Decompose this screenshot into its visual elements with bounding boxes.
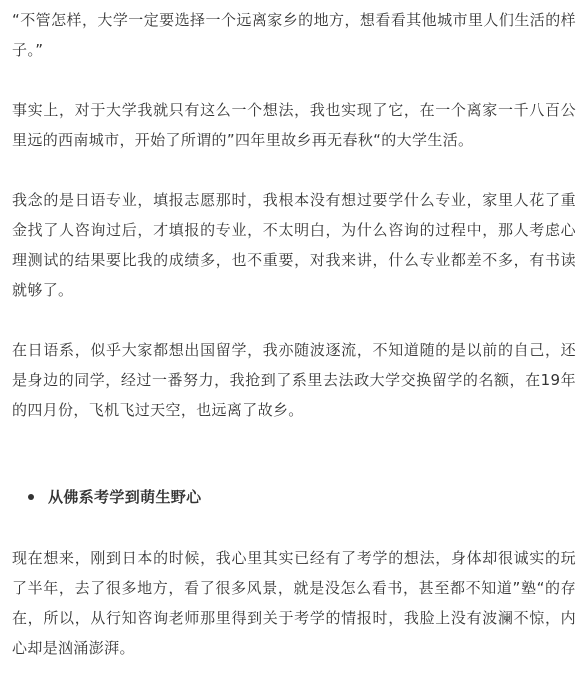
bullet-dot-icon [28,494,34,500]
paragraph-intro-quote: “不管怎样，大学一定要选择一个远离家乡的地方，想看看其他城市里人们生活的样子。” [12,11,576,59]
section-heading-text: 从佛系考学到萌生野心 [48,488,202,506]
paragraph-major: 我念的是日语专业，填报志愿那时，我根本没有想过要学什么专业，家里人花了重金找了人咨询过后，才填报的专业，不太明白，为什么咨询的过程中，那人考虑心理测试的结果要比我的成绩多，也不重要，对我来讲，什么专业都差不多，有书读就够了。 [12,191,576,299]
paragraph-university-choice: 事实上，对于大学我就只有这么一个想法，我也实现了它，在一个离家一千八百公里远的西南城市，开始了所谓的”四年里故乡再无春秋“的大学生活。 [12,101,576,149]
paragraph-exchange: 在日语系，似乎大家都想出国留学，我亦随波逐流，不知道随的是以前的自己，还是身边的同学，经过一番努力，我抢到了系里去法政大学交换留学的名额，在19年的四月份，飞机飞过天空，也远离了故乡。 [12,341,576,419]
paragraph-section-body: 现在想来，刚到日本的时候，我心里其实已经有了考学的想法，身体却很诚实的玩了半年，去了很多地方，看了很多风景，就是没怎么看书，甚至都不知道”塾“的存在，所以，从行知咨询老师那里得到关于考学的情报时，我脸上没有波澜不惊，内心却是汹涌澎湃。 [12,549,576,657]
section-heading [28,482,576,512]
